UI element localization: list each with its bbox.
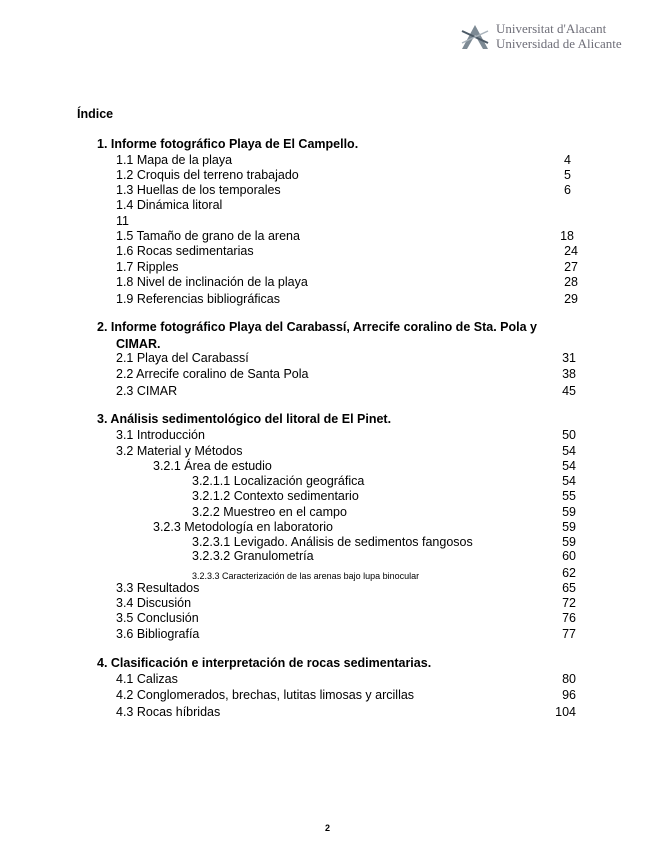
toc-entry-label: 1.7 Ripples — [116, 260, 179, 274]
toc-entry-label: 1.1 Mapa de la playa — [116, 153, 233, 167]
toc-section-4-title: 4. Clasificación e interpretación de rocas sedimentarias. — [97, 656, 432, 670]
toc-entry-page: 24 — [564, 244, 578, 258]
toc-entry-page: 62 — [562, 566, 576, 580]
toc-entry-page: 59 — [562, 520, 576, 534]
toc-entry-page: 54 — [562, 459, 576, 473]
toc-entry-page: 77 — [562, 627, 576, 641]
toc-entry-label: 3.2.3 Metodología en laboratorio — [153, 520, 333, 534]
toc-entry-label: 1.4 Dinámica litoral — [116, 198, 223, 212]
toc-entry-label: 3.2.3.1 Levigado. Análisis de sedimentos fangosos — [192, 535, 473, 549]
toc-entry-label: 1.8 Nivel de inclinación de la playa — [116, 275, 308, 289]
toc-entry-page: 50 — [562, 428, 576, 442]
toc-entry-label: 3.6 Bibliografía — [116, 627, 200, 641]
toc-entry-page: 28 — [564, 275, 578, 289]
toc-entry-label: 2.2 Arrecife coralino de Santa Pola — [116, 367, 309, 381]
toc-entry-page: 65 — [562, 581, 576, 595]
toc-entry-page: 76 — [562, 611, 576, 625]
toc-section-2-title: 2. Informe fotográfico Playa del Carabassí, Arrecife coralino de Sta. Pola y — [97, 320, 537, 334]
toc-entry-label: 4.3 Rocas híbridas — [116, 705, 221, 719]
toc-entry-page: 6 — [564, 183, 571, 197]
toc-entry-label: 2.3 CIMAR — [116, 384, 178, 398]
toc-entry-label: 3.3 Resultados — [116, 581, 200, 595]
toc-entry-page: 59 — [562, 535, 576, 549]
toc-entry-page: 54 — [562, 444, 576, 458]
toc-entry-label: 11 — [116, 214, 129, 228]
toc-entry-label: 1.2 Croquis del terreno trabajado — [116, 168, 299, 182]
toc-entry-page: 5 — [564, 168, 571, 182]
toc-entry-label: 2.1 Playa del Carabassí — [116, 351, 249, 365]
toc-entry-page: 55 — [562, 489, 576, 503]
toc-entry-page: 80 — [562, 672, 576, 686]
toc-entry-label: 3.2 Material y Métodos — [116, 444, 243, 458]
toc-section-3-title: 3. Análisis sedimentológico del litoral de El Pinet. — [97, 412, 392, 426]
index-title: Índice — [77, 107, 114, 121]
toc-entry-page: 60 — [562, 549, 576, 563]
toc-entry-label: 3.2.1.1 Localización geográfica — [192, 474, 365, 488]
toc-entry-label: 3.2.1.2 Contexto sedimentario — [192, 489, 359, 503]
toc-entry-page: 96 — [562, 688, 576, 702]
toc-entry-page: 4 — [564, 153, 571, 167]
toc-section-2-title-cont: CIMAR. — [116, 337, 161, 351]
toc-entry-label: 1.5 Tamaño de grano de la arena — [116, 229, 300, 243]
toc-entry-label: 1.6 Rocas sedimentarias — [116, 244, 254, 258]
toc-entry-page: 72 — [562, 596, 576, 610]
logo-line-2: Universidad de Alicante — [496, 36, 622, 51]
page-number: 2 — [324, 823, 330, 833]
toc-entry-page: 27 — [564, 260, 578, 274]
toc-entry-page: 45 — [562, 384, 576, 398]
toc-entry-page: 18 — [560, 229, 574, 243]
logo-line-1: Universitat d'Alacant — [496, 21, 607, 36]
toc-entry-label: 4.1 Calizas — [116, 672, 178, 686]
toc-entry-page: 31 — [562, 351, 576, 365]
toc-entry-label: 4.2 Conglomerados, brechas, lutitas limosas y arcillas — [116, 688, 415, 702]
toc-entry-label: 1.3 Huellas de los temporales — [116, 183, 281, 197]
toc-entry-label: 1.9 Referencias bibliográficas — [116, 292, 280, 306]
toc-entry-page: 104 — [555, 705, 576, 719]
toc-entry-label: 3.2.1 Área de estudio — [153, 459, 272, 473]
toc-entry-label: 3.5 Conclusión — [116, 611, 199, 625]
toc-entry-page: 59 — [562, 505, 576, 519]
toc-section-1-title: 1. Informe fotográfico Playa de El Campello. — [97, 137, 359, 151]
toc-entry-page: 29 — [564, 292, 578, 306]
toc-entry-label: 3.2.2 Muestreo en el campo — [192, 505, 347, 519]
toc-entry-label: 3.2.3.3 Caracterización de las arenas bajo lupa binocular — [192, 571, 420, 581]
toc-entry-page: 38 — [562, 367, 576, 381]
toc-entry-page: 54 — [562, 474, 576, 488]
toc-entry-label: 3.2.3.2 Granulometría — [192, 549, 314, 563]
toc-entry-label: 3.4 Discusión — [116, 596, 192, 610]
toc-entry-label: 3.1 Introducción — [116, 428, 205, 442]
